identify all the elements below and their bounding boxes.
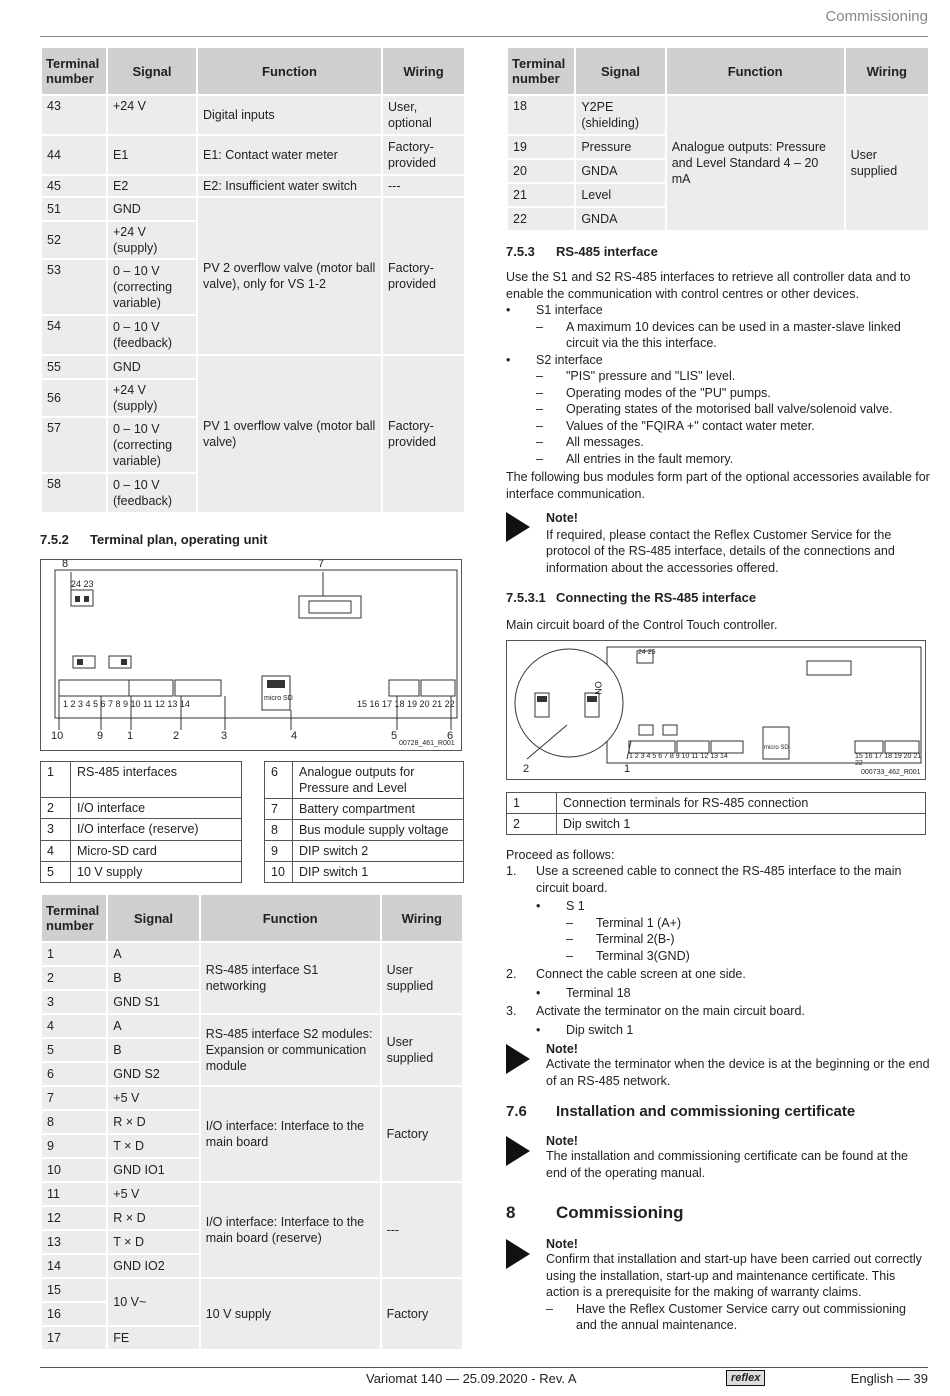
step-1-sub: • S 1 (536, 899, 585, 913)
cell: User supplied (382, 1015, 462, 1085)
cell: B (108, 1039, 198, 1061)
cell: 2 (42, 967, 106, 989)
callout-1: 1 (624, 762, 631, 775)
cell: Factory-provided (383, 136, 464, 174)
dip-switch-on-label: ON (592, 680, 603, 695)
legend-num: 6 (265, 762, 293, 799)
callout-8: 8 (62, 559, 69, 570)
cell: Factory-provided (383, 198, 464, 354)
callout-4: 4 (291, 730, 298, 742)
section-heading-76: 7.6 Installation and commissioning certificate (506, 1103, 856, 1120)
cell: E2: Insufficient water switch (198, 176, 381, 196)
legend-num: 2 (41, 798, 71, 819)
cell: 1 (42, 943, 106, 965)
note-arrow-icon (506, 1136, 530, 1166)
callout-3: 3 (221, 730, 228, 742)
steps-intro: Proceed as follows: (506, 847, 615, 862)
cell: +24 V (108, 96, 196, 134)
legend-diagram-2 (506, 792, 926, 835)
cell: 3 (42, 991, 106, 1013)
th-terminal: Terminal number (42, 895, 106, 941)
cell: 16 (42, 1303, 106, 1325)
step-1-term: – Terminal 1 (A+) (566, 915, 682, 930)
cell: GND IO2 (108, 1255, 198, 1277)
pins-right: 15 16 17 18 19 20 21 22 (357, 699, 455, 709)
cell: 6 (42, 1063, 106, 1085)
cell: 0 – 10 V (feedback) (108, 316, 196, 354)
cell: 22 (508, 208, 574, 230)
legend-num: 9 (265, 841, 293, 862)
legend-text: Connection terminals for RS-485 connection (557, 792, 926, 813)
cell: GND S1 (108, 991, 198, 1013)
list-item: • S2 interface (506, 352, 603, 367)
legend-diagram-1 (40, 761, 464, 883)
note-text: If required, please contact the Reflex Customer Service for the protocol of the RS-485 interface, details of the connections and information about the accessories offered. (546, 527, 895, 575)
cell: 13 (42, 1231, 106, 1253)
page-header-title: Commissioning (825, 8, 928, 25)
cell: --- (383, 176, 464, 196)
rs485-intro: Use the S1 and S2 RS-485 interfaces to retrieve all controller data and to enable the communication with control centres or other devices. (506, 270, 911, 301)
legend-num: 1 (41, 762, 71, 798)
cell: 0 – 10 V (correcting variable) (108, 260, 196, 314)
callout-7: 7 (318, 559, 325, 570)
drawing-code: 00728_461_R001 (399, 740, 455, 747)
callout-2: 2 (523, 762, 530, 775)
cell: 55 (42, 356, 106, 378)
cell: RS-485 interface S2 modules: Expansion or communication module (201, 1015, 380, 1085)
cell: I/O interface: Interface to the main board (reserve) (201, 1183, 380, 1277)
cell: 52 (42, 222, 106, 258)
cell: 12 (42, 1207, 106, 1229)
table-row (42, 1087, 462, 1109)
cell: Factory (382, 1279, 462, 1349)
cell: B (108, 967, 198, 989)
cell: E1: Contact water meter (198, 136, 381, 174)
pins-left: 1 2 3 4 5 6 7 8 9 10 11 12 13 14 (63, 699, 190, 709)
cell: R × D (108, 1111, 198, 1133)
cell: 57 (42, 418, 106, 472)
callout-5: 5 (391, 730, 398, 742)
header-rule (40, 36, 928, 37)
pins-right: 15 16 17 18 19 20 21 22 (855, 752, 922, 767)
cell: I/O interface: Interface to the main board (201, 1087, 380, 1181)
right-column (506, 46, 930, 1334)
section-heading-753: 7.5.3 RS-485 interface (506, 244, 658, 259)
legend-num: 3 (41, 819, 71, 840)
cell: 18 (508, 96, 574, 134)
cell: +24 V (supply) (108, 380, 196, 416)
list-item: – All entries in the fault memory. (536, 451, 734, 466)
list-item: – Operating modes of the "PU" pumps. (536, 385, 771, 400)
cell: User supplied (846, 96, 928, 230)
cell: A (108, 1015, 198, 1037)
legend-text: DIP switch 2 (293, 841, 464, 862)
th-signal: Signal (108, 895, 198, 941)
micro-sd-label: micro SD (764, 744, 789, 751)
cell: GNDA (576, 160, 664, 182)
cell: PV 1 overflow valve (motor ball valve) (198, 356, 381, 512)
step-3-sub: • Dip switch 1 (536, 1022, 634, 1037)
terminal-table-operating-unit (40, 893, 464, 1351)
cell: +24 V (supply) (108, 222, 196, 258)
legend-text: Bus module supply voltage (293, 820, 464, 841)
cell: 56 (42, 380, 106, 416)
table-row (42, 356, 464, 378)
th-function: Function (198, 48, 381, 94)
callout-6: 6 (447, 730, 454, 742)
cell: 14 (42, 1255, 106, 1277)
cell: 19 (508, 136, 574, 158)
cell: A (108, 943, 198, 965)
cell: 0 – 10 V (feedback) (108, 474, 196, 512)
cell: 10 V~ (108, 1279, 198, 1325)
legend-text: Analogue outputs for Pressure and Level (293, 762, 464, 799)
cell: 10 (42, 1159, 106, 1181)
cell: 5 (42, 1039, 106, 1061)
th-signal: Signal (576, 48, 664, 94)
note-arrow-icon (506, 512, 530, 542)
legend-text: RS-485 interfaces (71, 762, 242, 798)
note-title: Note! (546, 1042, 578, 1056)
note-title: Note! (546, 1237, 578, 1251)
cell: +5 V (108, 1183, 198, 1205)
cell: PV 2 overflow valve (motor ball valve), only for VS 1-2 (198, 198, 381, 354)
list-item: – Operating states of the motorised ball valve/solenoid valve. (536, 402, 893, 416)
cell: 21 (508, 184, 574, 206)
cell: User supplied (382, 943, 462, 1013)
th-wiring: Wiring (383, 48, 464, 94)
table-row (42, 198, 464, 220)
list-item: – Values of the "FQIRA +" contact water meter. (536, 418, 815, 433)
pins-left: 1 2 3 4 5 6 7 8 9 10 11 12 13 14 (629, 752, 728, 760)
th-function: Function (201, 895, 380, 941)
note-text: Confirm that installation and start-up have been carried out correctly using the installation, start-up and maintenance certificate. This action is a prerequisite for the making of warranty claims. (546, 1252, 922, 1299)
table-row (42, 1279, 462, 1301)
table-row (42, 1183, 462, 1205)
cell: 11 (42, 1183, 106, 1205)
th-wiring: Wiring (382, 895, 462, 941)
cell: --- (382, 1183, 462, 1277)
cell: 4 (42, 1015, 106, 1037)
cell: RS-485 interface S1 networking (201, 943, 380, 1013)
terminal-plan-diagram (40, 559, 462, 751)
cell: 58 (42, 474, 106, 512)
legend-text: Micro-SD card (71, 840, 242, 861)
cell: 54 (42, 316, 106, 354)
cell: 44 (42, 136, 106, 174)
th-terminal: Terminal number (508, 48, 574, 94)
cell: 45 (42, 176, 106, 196)
legend-right (264, 761, 464, 883)
cell: R × D (108, 1207, 198, 1229)
terminal-table-main (40, 46, 466, 514)
step-2: 2. Connect the cable screen at one side. (506, 967, 746, 981)
th-signal: Signal (108, 48, 196, 94)
legend-num: 2 (507, 813, 557, 834)
legend-left (40, 761, 242, 883)
table-row (508, 96, 928, 134)
table-row (42, 943, 462, 965)
list-item: – "PIS" pressure and "LIS" level. (536, 369, 736, 383)
legend-num: 7 (265, 799, 293, 820)
legend-text: Battery compartment (293, 799, 464, 820)
cell: Y2PE (shielding) (576, 96, 664, 134)
callout-1: 1 (127, 730, 134, 742)
list-item: – Have the Reflex Customer Service carry out commissioning and the annual maintenance. (546, 1301, 906, 1332)
cell: GND (108, 198, 196, 220)
cell: 9 (42, 1135, 106, 1157)
table-row (42, 136, 464, 174)
main-board-diagram (506, 640, 926, 780)
cell: 8 (42, 1111, 106, 1133)
pins-24-25: 24 25 (638, 648, 656, 656)
cell: 0 – 10 V (correcting variable) (108, 418, 196, 472)
legend-num: 4 (41, 840, 71, 861)
note-block (506, 1134, 930, 1181)
micro-sd-label: micro SD (264, 695, 293, 702)
table-row (42, 96, 464, 134)
cell: E1 (108, 136, 196, 174)
footer-page: English — 39 (850, 1371, 928, 1386)
callout-2: 2 (173, 730, 180, 742)
footer-doc: Variomat 140 — 25.09.2020 - Rev. A (366, 1371, 577, 1386)
terminal-table-analogue (506, 46, 930, 232)
note-block (506, 1237, 930, 1334)
cell: Pressure (576, 136, 664, 158)
cell: GND (108, 356, 196, 378)
step-1-term: – Terminal 3(GND) (566, 948, 690, 963)
cell: 20 (508, 160, 574, 182)
footer-rule (40, 1367, 928, 1368)
cell: Factory (382, 1087, 462, 1181)
legend-text: DIP switch 1 (293, 862, 464, 883)
cell: User, optional (383, 96, 464, 134)
step-2-sub: • Terminal 18 (536, 985, 631, 1000)
board-caption: Main circuit board of the Control Touch controller. (506, 618, 778, 632)
note-text: The installation and commissioning certificate can be found at the end of the operating manual. (546, 1149, 909, 1180)
board-drawing (41, 560, 462, 751)
cell: 7 (42, 1087, 106, 1109)
note-arrow-icon (506, 1044, 530, 1074)
cell: GNDA (576, 208, 664, 230)
cell: E2 (108, 176, 196, 196)
th-function: Function (667, 48, 844, 94)
cell: 43 (42, 96, 106, 134)
note-arrow-icon (506, 1239, 530, 1269)
note-block (506, 1042, 930, 1089)
cell: T × D (108, 1231, 198, 1253)
step-1-term: – Terminal 2(B-) (566, 932, 675, 946)
list-item: • S1 interface (506, 303, 603, 317)
pins-24-23: 24 23 (71, 579, 94, 589)
left-column (40, 46, 464, 1351)
list-item: – All messages. (536, 435, 644, 449)
cell: GND S2 (108, 1063, 198, 1085)
cell: 17 (42, 1327, 106, 1349)
cell: Level (576, 184, 664, 206)
legend-num: 8 (265, 820, 293, 841)
section-heading-8: 8 Commissioning (506, 1203, 684, 1222)
cell: +5 V (108, 1087, 198, 1109)
cell: Analogue outputs: Pressure and Level Standard 4 – 20 mA (667, 96, 844, 230)
cell: FE (108, 1327, 198, 1349)
legend-num: 1 (507, 792, 557, 813)
cell: GND IO1 (108, 1159, 198, 1181)
cell: T × D (108, 1135, 198, 1157)
legend-num: 10 (265, 862, 293, 883)
step-1: 1. Use a screened cable to connect the RS-485 interface to the main circuit board. (506, 864, 902, 895)
legend-text: I/O interface (reserve) (71, 819, 242, 840)
callout-9: 9 (97, 730, 104, 742)
legend-text: I/O interface (71, 798, 242, 819)
section-heading-752: 7.5.2 Terminal plan, operating unit (40, 532, 268, 547)
legend-text: Dip switch 1 (557, 813, 926, 834)
table-row (42, 176, 464, 196)
note-title: Note! (546, 511, 578, 525)
cell: 53 (42, 260, 106, 314)
step-3: 3. Activate the terminator on the main circuit board. (506, 1004, 805, 1018)
list-item: – A maximum 10 devices can be used in a master-slave linked circuit via the this interface. (536, 319, 901, 350)
cell: 10 V supply (201, 1279, 380, 1349)
note-block (506, 510, 930, 576)
cell: 15 (42, 1279, 106, 1301)
note-text: Activate the terminator when the device is at the beginning or the end of an RS-485 network. (546, 1057, 930, 1088)
cell: 51 (42, 198, 106, 220)
note-title: Note! (546, 1134, 578, 1148)
table-row (42, 1015, 462, 1037)
section-heading-7531: 7.5.3.1 Connecting the RS-485 interface (506, 590, 757, 605)
cell: Digital inputs (198, 96, 381, 134)
drawing-code: 000733_462_R001 (861, 768, 921, 776)
callout-10: 10 (51, 730, 64, 742)
legend-text: 10 V supply (71, 861, 242, 882)
cell: Factory-provided (383, 356, 464, 512)
reflex-logo: reflex (726, 1370, 765, 1386)
th-terminal: Terminal number (42, 48, 106, 94)
rs485-outro: The following bus modules form part of the optional accessories available for interface communication. (506, 470, 930, 501)
legend-num: 5 (41, 861, 71, 882)
th-wiring: Wiring (846, 48, 928, 94)
